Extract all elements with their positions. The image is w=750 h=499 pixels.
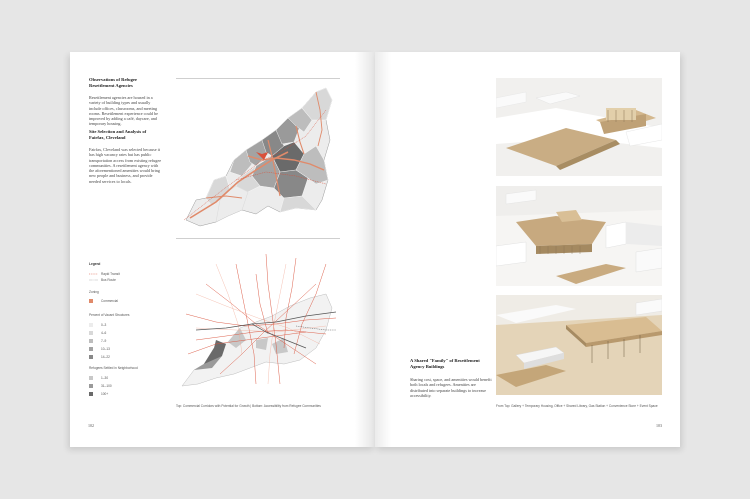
- map-commercial-corridors: [176, 80, 340, 230]
- section-title-observations: Observations of Refugee Resettlement Agencies: [89, 77, 137, 88]
- legend-swatch-refugee-1: [89, 376, 93, 380]
- legend-vacant-2: 4–6: [101, 331, 107, 335]
- section-title-site-selection: Site Selection and Analysis of Fairfax, Cleveland: [89, 129, 147, 140]
- page-number-right: 103: [656, 423, 662, 428]
- book-gutter-shadow-right: [375, 52, 391, 447]
- legend-bus-route: Bus Route: [101, 278, 116, 282]
- model-photo-office-library: [496, 186, 662, 286]
- legend-vacant-1: 0–3: [101, 323, 107, 327]
- section-body-observations: Resettlement agencies are housed in a variety of building types and usually include offices, classrooms, and meeting rooms. Resettlement experience could be improved by adding a café, daycare, and temporary housing.: [89, 95, 158, 127]
- legend-swatch-vacant-1: [89, 323, 93, 327]
- legend-vacant-4: 10–13: [101, 347, 110, 351]
- legend-refugee-2: 31–100: [101, 384, 112, 388]
- map-refugee-accessibility: [176, 244, 340, 394]
- section-body-site-selection: Fairfax, Cleveland was selected because it has high vacancy rates but has public transportation access from existing refugee communities. A resettlement agency with the aforementioned amenities would bring new people and business, and provide needed services to locals.: [89, 147, 162, 184]
- map-caption: Top: Commercial Corridors with Potential for Growth | Bottom: Accessibility from Refugee Communities: [176, 404, 321, 408]
- legend-swatch-refugee-2: [89, 384, 93, 388]
- legend-swatch-vacant-5: [89, 355, 93, 359]
- rule-top: [176, 78, 340, 79]
- legend-swatch-vacant-2: [89, 331, 93, 335]
- legend-vacant-3: 7–9: [101, 339, 107, 343]
- legend-vacant-title: Percent of Vacant Structures: [89, 313, 130, 317]
- model-photo-gallery-housing: [496, 78, 662, 176]
- book-gutter-shadow: [355, 52, 375, 447]
- rule-middle: [176, 238, 340, 239]
- legend-swatch-commercial: [89, 299, 93, 303]
- legend-refugee-3: 100+: [101, 392, 109, 396]
- section-title-shared-family: A Shared "Family" of Resettlement Agency Buildings: [410, 358, 480, 369]
- transit-line-icons: [89, 272, 99, 282]
- page-number-left: 102: [88, 423, 94, 428]
- section-body-shared-family: Sharing cost, space, and amenities would benefit both locals and refugees. Amenities are distributed into separate buildings to increase accessibility.: [410, 377, 492, 398]
- legend-refugee-1: 1–30: [101, 376, 109, 380]
- legend-title: Legend: [89, 262, 101, 266]
- legend-zoning-title: Zoning: [89, 290, 99, 294]
- model-photo-gas-station-event-space: [496, 295, 662, 395]
- legend-swatch-refugee-3: [89, 392, 93, 396]
- legend-swatch-vacant-3: [89, 339, 93, 343]
- legend-commercial: Commercial: [101, 299, 119, 303]
- legend-vacant-5: 14–22: [101, 355, 110, 359]
- legend-swatch-vacant-4: [89, 347, 93, 351]
- legend-rapid-transit: Rapid Transit: [101, 272, 120, 276]
- photo-caption: From Top: Gallery + Temporary Housing, Office + Shared Library, Gas Station + Convenience Store + Event Space: [496, 404, 658, 408]
- legend-refugee-title: Refugees Settled in Neighborhood: [89, 366, 138, 370]
